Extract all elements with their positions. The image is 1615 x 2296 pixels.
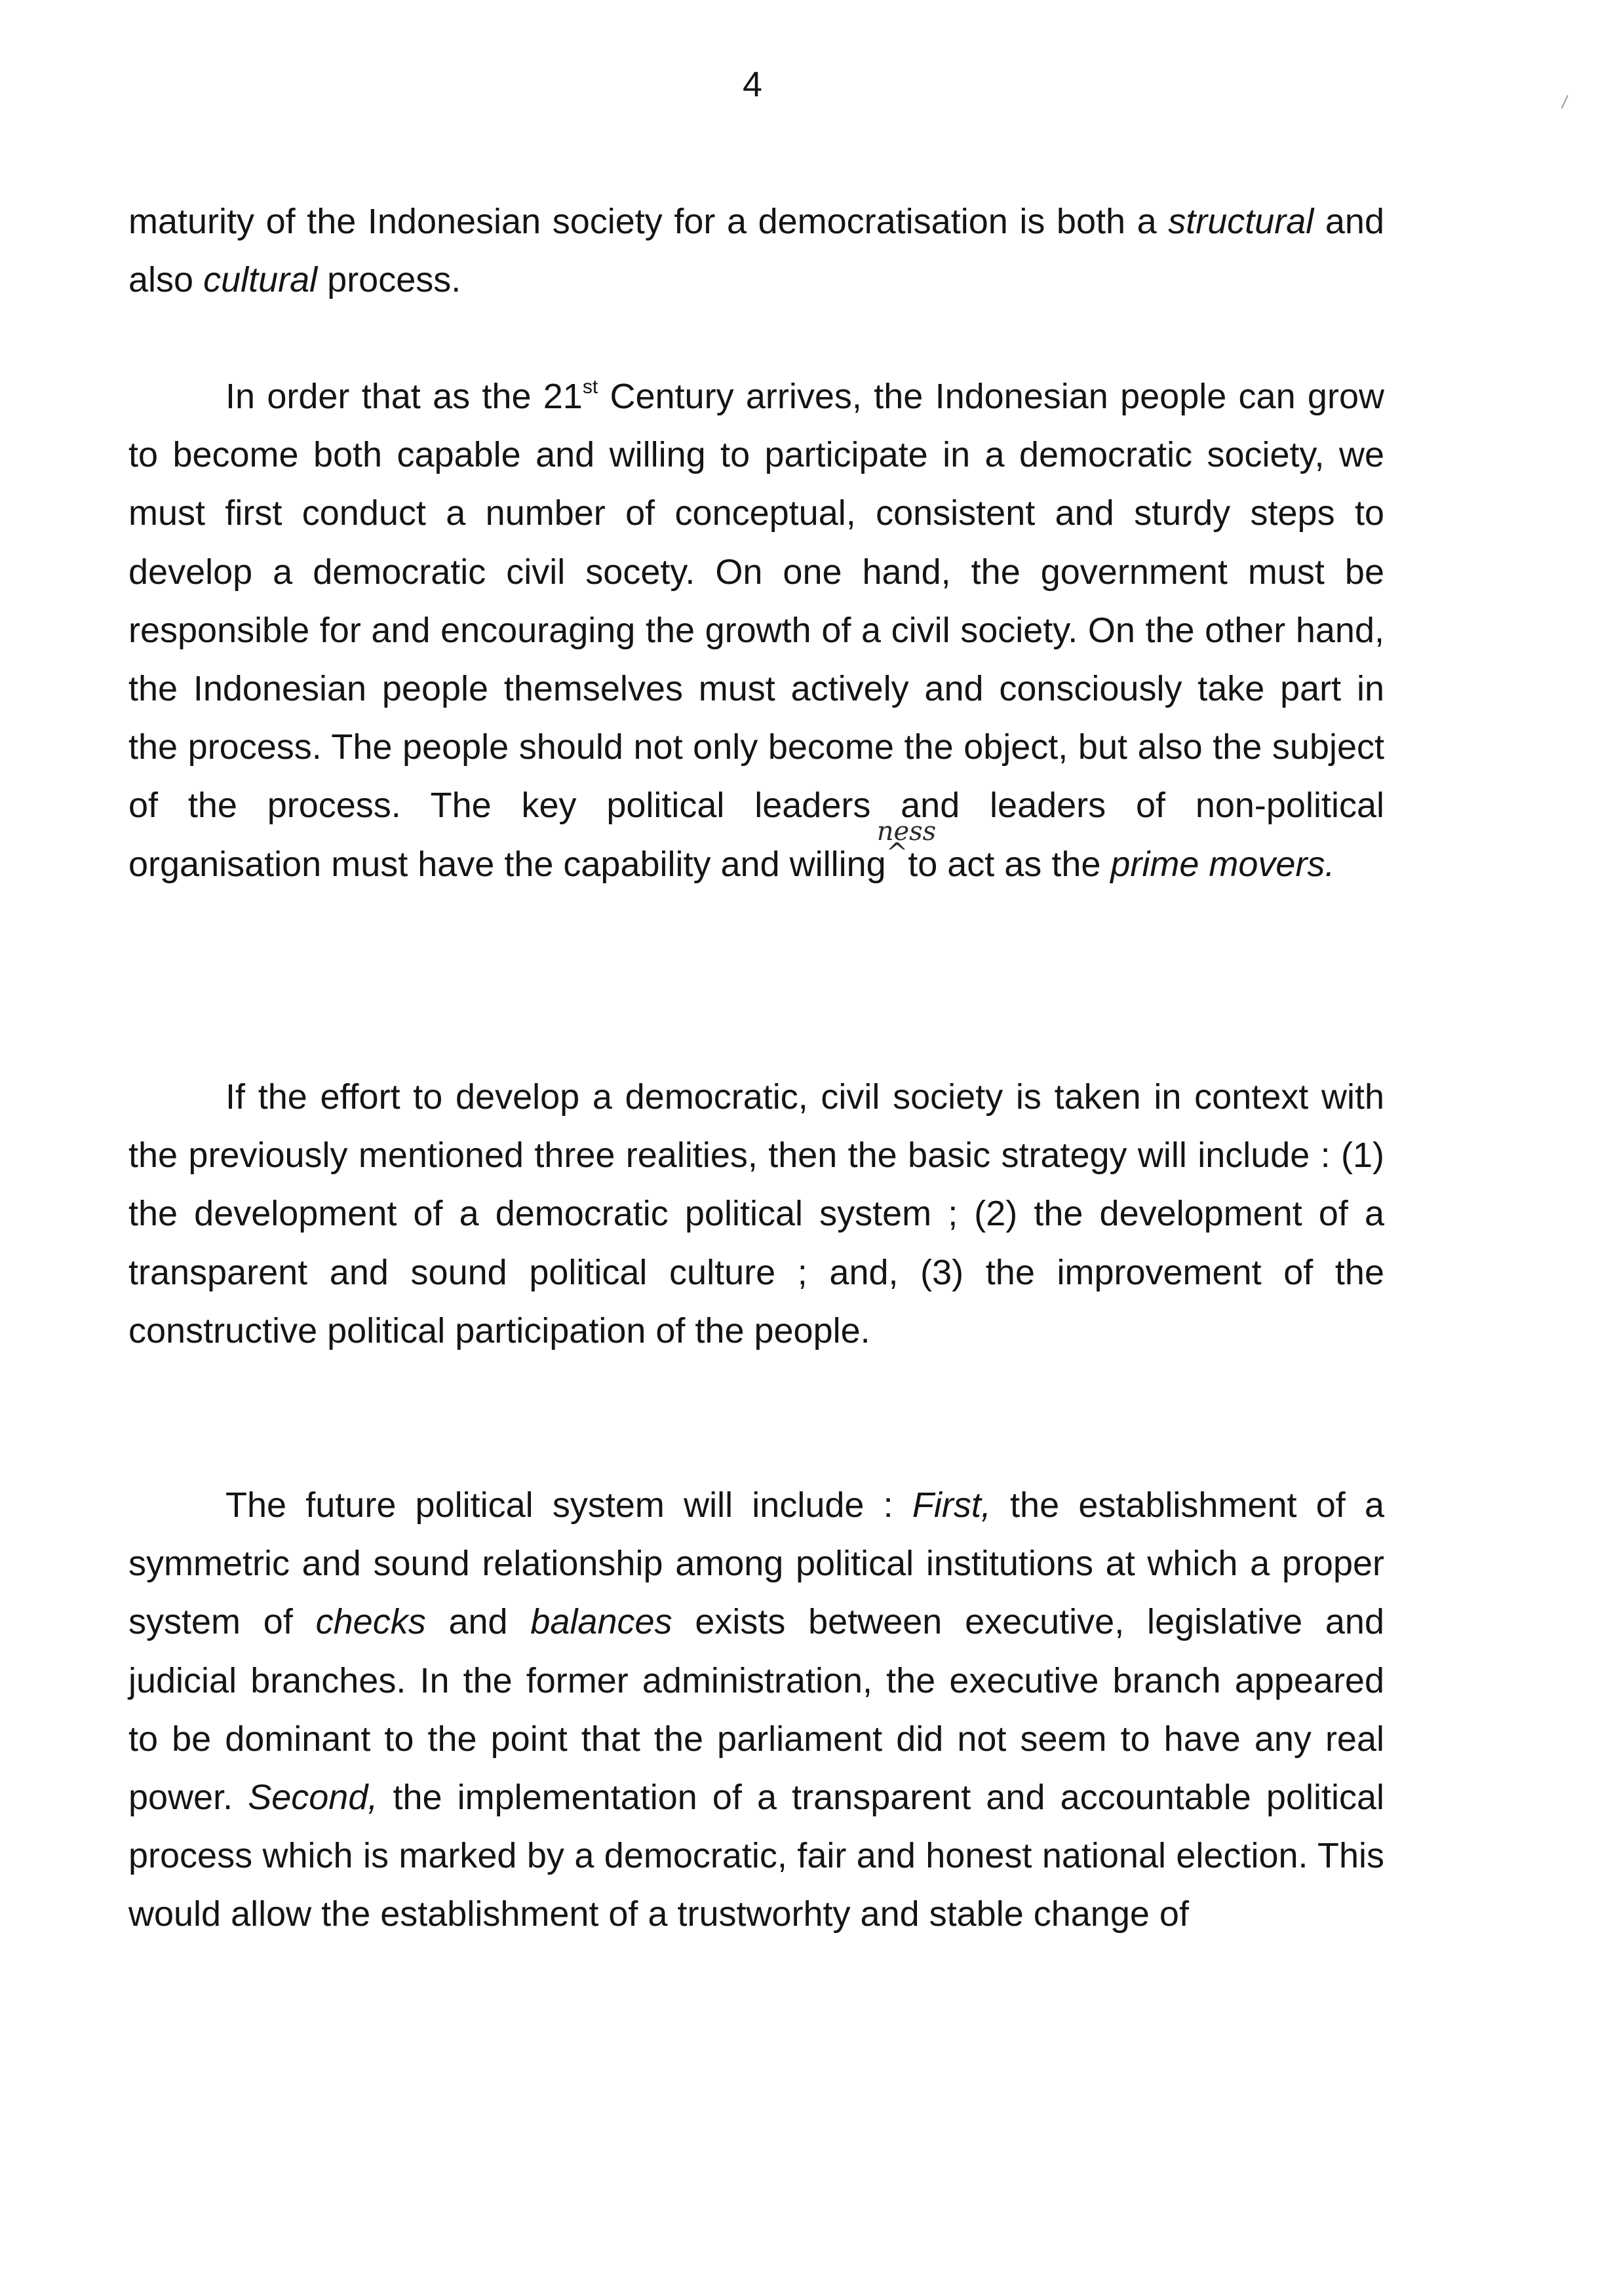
paragraph-political-system [128, 1476, 1384, 1944]
text-run: exists between executive, legislative and judicial branches. In the former administration, the executive branch appeared to be dominant to the point that the parliament did not seem to have any real power. [128, 1602, 1385, 1818]
text-run: and also [128, 202, 1384, 300]
insertion-caret: ^ [885, 837, 908, 868]
scan-artifact-mark [1561, 95, 1573, 111]
text-run: The future political system will include : [225, 1485, 912, 1525]
text-run: the implementation of a transparent and accountable political process which is marked by a democratic, fair and honest national election. This would allow the establishment of a trustworhty and stable change of [128, 1778, 1385, 1934]
paragraph-basic-strategy [128, 1068, 1384, 1360]
italic-term: First, [912, 1485, 991, 1525]
italic-term: prime movers. [1110, 844, 1335, 884]
italic-term: cultural [203, 260, 318, 300]
paragraph-21st-century [128, 368, 1384, 897]
ordinal-superscript: st [582, 376, 598, 398]
text-run: Century arrives, the Indonesian people can grow to become both capable and willing to participate in a democratic society, we must first conduct a number of conceptual, consistent and sturdy steps to develop a democratic civil socety. On one hand, the government must be responsible for and encouraging the growth of a civil society. On the other hand, the Indonesian people themselves must actively and consciously take part in the process. The people should not only become the object, but also the subject of the process. The key political leaders and leaders [128, 377, 1384, 826]
text-run: and [425, 1602, 531, 1642]
paragraph-continuation [128, 193, 1384, 309]
text-run: to act as the [908, 844, 1111, 884]
text-run: the establishment of a symmetric and sound relationship among political institutions at which a proper system of [128, 1485, 1385, 1642]
italic-term: balances [530, 1602, 672, 1642]
italic-term: Second, [248, 1778, 378, 1818]
text-run: If the effort to develop a democratic, civil society is taken in context with the previously mentioned three realities, then the basic strategy will include : (1) the development of a democratic political system ; (2) the development of a transparent and sound political culture ; and, (3) the improvement of the constructive political participation of the people. [128, 1077, 1384, 1350]
text-run: maturity of the Indonesian society for a democratisation is both a [128, 202, 1169, 241]
text-run: process. [317, 260, 461, 300]
italic-term: checks [315, 1602, 426, 1642]
handwritten-correction [876, 816, 937, 884]
handwritten-insert: ness [876, 816, 937, 847]
text-run: of non-political organisation must have the capability and willing [128, 786, 1384, 884]
italic-term: structural [1168, 202, 1314, 241]
page-number: 4 [742, 65, 763, 104]
text-run: In order that as the 21 [225, 377, 583, 416]
